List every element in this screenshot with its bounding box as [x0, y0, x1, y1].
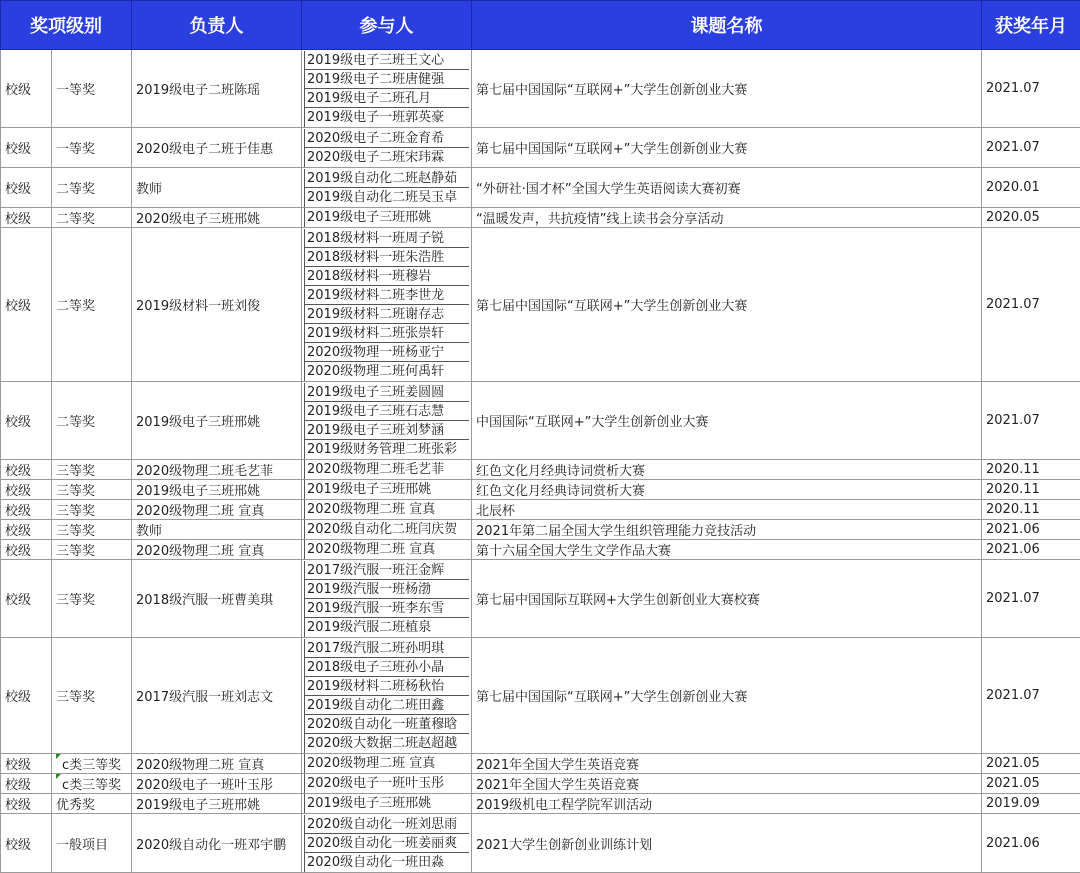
cell-award-text: 二等奖	[56, 415, 95, 430]
participant-name: 2019级电子三班石志慧	[304, 402, 469, 421]
cell-award	[52, 638, 132, 754]
cell-award-text: 三等奖	[56, 690, 95, 705]
cell-award	[52, 500, 132, 520]
cell-date: 2020.05	[982, 208, 1080, 228]
table-row	[1, 228, 1080, 382]
cell-date: 2020.11	[982, 480, 1080, 500]
participant-name: 2019级电子三班邢姚	[304, 480, 469, 499]
participant-name: 2020级电子一班叶玉彤	[304, 774, 469, 793]
participant-name: 2020级自动化一班董穆晗	[304, 715, 469, 734]
cell-award	[52, 228, 132, 382]
cell-date: 2021.05	[982, 754, 1080, 774]
cell-participants	[302, 168, 472, 208]
cell-award	[52, 168, 132, 208]
cell-leader: 2019级电子二班陈瑶	[132, 50, 302, 128]
participant-name: 2019级汽服一班杨渤	[304, 580, 469, 599]
cell-award-text: c类三等奖	[62, 758, 121, 773]
cell-award	[52, 560, 132, 638]
cell-award-text: 二等奖	[56, 182, 95, 197]
table-row	[1, 774, 1080, 794]
participant-name: 2020级电子二班金育希	[304, 129, 469, 148]
participant-name: 2019级电子三班刘梦涵	[304, 421, 469, 440]
cell-level: 校级	[1, 540, 52, 560]
table-row	[1, 814, 1080, 873]
header-date: 获奖年月	[982, 1, 1080, 50]
cell-leader: 2019级电子三班邢姚	[132, 382, 302, 460]
cell-participants	[302, 500, 472, 520]
cell-date: 2021.07	[982, 560, 1080, 638]
cell-award-text: 三等奖	[56, 544, 95, 559]
cell-leader: 2019级材料一班刘俊	[132, 228, 302, 382]
participant-name: 2019级材料二班李世龙	[304, 286, 469, 305]
table-row	[1, 168, 1080, 208]
cell-participants	[302, 208, 472, 228]
participant-name: 2019级材料二班谢存志	[304, 305, 469, 324]
cell-leader: 教师	[132, 520, 302, 540]
participant-name: 2019级材料二班杨秋怡	[304, 677, 469, 696]
participant-name: 2020级自动化二班闫庆贺	[304, 520, 469, 539]
cell-award-text: 三等奖	[56, 484, 95, 499]
cell-date: 2020.01	[982, 168, 1080, 208]
cell-award	[52, 774, 132, 794]
cell-leader: 2018级汽服一班曹美琪	[132, 560, 302, 638]
participant-name: 2020级物理一班杨亚宁	[304, 343, 469, 362]
table-body	[1, 50, 1080, 873]
cell-leader: 2020级物理二班 宣真	[132, 754, 302, 774]
cell-leader: 2020级电子三班邢姚	[132, 208, 302, 228]
cell-leader: 2020级物理二班毛艺菲	[132, 460, 302, 480]
cell-date: 2021.05	[982, 774, 1080, 794]
cell-participants	[302, 638, 472, 754]
cell-award-text: 二等奖	[56, 299, 95, 314]
cell-level: 校级	[1, 638, 52, 754]
participant-name: 2018级材料一班周子锐	[304, 229, 469, 248]
cell-award	[52, 50, 132, 128]
header-topic: 课题名称	[472, 1, 982, 50]
table-row	[1, 638, 1080, 754]
table-row	[1, 128, 1080, 168]
participant-name: 2019级电子二班孔月	[304, 89, 469, 108]
cell-topic: 红色文化月经典诗词赏析大赛	[472, 480, 982, 500]
cell-participants	[302, 794, 472, 814]
cell-level: 校级	[1, 794, 52, 814]
cell-award	[52, 520, 132, 540]
cell-flag-marker	[56, 774, 61, 779]
participant-name: 2020级自动化一班田淼	[304, 853, 469, 872]
cell-topic: 2019级机电工程学院军训活动	[472, 794, 982, 814]
cell-leader: 教师	[132, 168, 302, 208]
cell-award	[52, 460, 132, 480]
cell-topic: 第七届中国国际互联网+大学生创新创业大赛校赛	[472, 560, 982, 638]
participant-name: 2018级电子三班孙小晶	[304, 658, 469, 677]
cell-level: 校级	[1, 168, 52, 208]
cell-leader: 2020级电子二班于佳惠	[132, 128, 302, 168]
cell-leader: 2017级汽服一班刘志文	[132, 638, 302, 754]
cell-participants	[302, 774, 472, 794]
cell-date: 2021.06	[982, 814, 1080, 873]
cell-level: 校级	[1, 128, 52, 168]
cell-topic: 第七届中国国际“互联网+”大学生创新创业大赛	[472, 228, 982, 382]
cell-leader: 2020级电子一班叶玉彤	[132, 774, 302, 794]
participant-name: 2020级自动化一班姜丽爽	[304, 834, 469, 853]
cell-topic: 第七届中国国际“互联网+”大学生创新创业大赛	[472, 128, 982, 168]
table-row	[1, 460, 1080, 480]
cell-participants	[302, 480, 472, 500]
cell-level: 校级	[1, 814, 52, 873]
cell-date: 2021.07	[982, 638, 1080, 754]
cell-date: 2021.07	[982, 382, 1080, 460]
cell-award	[52, 754, 132, 774]
participant-name: 2020级自动化一班刘思雨	[304, 815, 469, 834]
cell-leader: 2020级自动化一班邓宇鹏	[132, 814, 302, 873]
participant-name: 2020级物理二班 宣真	[304, 754, 469, 773]
cell-level: 校级	[1, 774, 52, 794]
table-row	[1, 540, 1080, 560]
participant-name: 2019级自动化二班吴玉卓	[304, 188, 469, 207]
participant-name: 2020级物理二班毛艺菲	[304, 460, 469, 479]
participant-name: 2019级电子三班邢姚	[304, 794, 469, 813]
cell-leader: 2019级电子三班邢姚	[132, 794, 302, 814]
cell-participants	[302, 382, 472, 460]
participant-name: 2018级材料一班穆岩	[304, 267, 469, 286]
cell-topic: 中国国际“互联网+”大学生创新创业大赛	[472, 382, 982, 460]
table-row	[1, 560, 1080, 638]
cell-date: 2021.07	[982, 128, 1080, 168]
cell-award	[52, 480, 132, 500]
cell-award	[52, 794, 132, 814]
table-row	[1, 382, 1080, 460]
cell-award	[52, 208, 132, 228]
cell-date: 2021.06	[982, 540, 1080, 560]
cell-leader: 2020级物理二班 宣真	[132, 500, 302, 520]
cell-level: 校级	[1, 460, 52, 480]
cell-topic: 红色文化月经典诗词赏析大赛	[472, 460, 982, 480]
cell-topic: 2021年全国大学生英语竞赛	[472, 774, 982, 794]
cell-leader: 2019级电子三班邢姚	[132, 480, 302, 500]
cell-participants	[302, 50, 472, 128]
cell-award-text: 三等奖	[56, 504, 95, 519]
cell-level: 校级	[1, 382, 52, 460]
table-row	[1, 754, 1080, 774]
cell-topic: 第十六届全国大学生文学作品大赛	[472, 540, 982, 560]
table-row	[1, 480, 1080, 500]
participant-name: 2019级财务管理二班张彩	[304, 440, 469, 459]
participant-name: 2020级电子二班宋玮霖	[304, 148, 469, 167]
cell-award-text: 三等奖	[56, 464, 95, 479]
cell-date: 2021.07	[982, 228, 1080, 382]
participant-name: 2019级汽服一班李东雪	[304, 599, 469, 618]
cell-date: 2020.11	[982, 460, 1080, 480]
cell-flag-marker	[56, 754, 61, 759]
participant-name: 2019级电子一班郭英豪	[304, 108, 469, 127]
cell-award-text: 一般项目	[56, 838, 108, 853]
cell-topic: 第七届中国国际“互联网+”大学生创新创业大赛	[472, 638, 982, 754]
participant-name: 2017级汽服一班汪金辉	[304, 561, 469, 580]
participant-name: 2020级物理二班 宣真	[304, 500, 469, 519]
participant-name: 2019级材料二班张崇轩	[304, 324, 469, 343]
cell-award-text: 二等奖	[56, 212, 95, 227]
cell-award-text: 三等奖	[56, 524, 95, 539]
cell-participants	[302, 128, 472, 168]
participant-name: 2019级电子三班姜圆圆	[304, 383, 469, 402]
participant-name: 2019级电子二班唐健强	[304, 70, 469, 89]
header-leader: 负责人	[132, 1, 302, 50]
header-row	[1, 1, 1080, 50]
cell-participants	[302, 540, 472, 560]
cell-award-text: c类三等奖	[62, 778, 121, 793]
cell-award-text: 一等奖	[56, 142, 95, 157]
table-row	[1, 794, 1080, 814]
participant-name: 2019级电子三班邢姚	[304, 208, 469, 227]
cell-topic: 第七届中国国际“互联网+”大学生创新创业大赛	[472, 50, 982, 128]
cell-level: 校级	[1, 50, 52, 128]
cell-leader: 2020级物理二班 宣真	[132, 540, 302, 560]
cell-award-text: 三等奖	[56, 593, 95, 608]
cell-topic: “温暖发声，共抗疫情”线上读书会分享活动	[472, 208, 982, 228]
cell-award-text: 优秀奖	[56, 798, 95, 813]
table-row	[1, 50, 1080, 128]
cell-date: 2021.07	[982, 50, 1080, 128]
participant-name: 2019级汽服二班植泉	[304, 618, 469, 637]
table-row	[1, 500, 1080, 520]
participant-name: 2017级汽服二班孙明琪	[304, 639, 469, 658]
cell-award	[52, 540, 132, 560]
cell-date: 2021.06	[982, 520, 1080, 540]
cell-level: 校级	[1, 228, 52, 382]
cell-level: 校级	[1, 500, 52, 520]
cell-award-text: 一等奖	[56, 83, 95, 98]
cell-topic: 2021年全国大学生英语竞赛	[472, 754, 982, 774]
cell-award	[52, 382, 132, 460]
cell-level: 校级	[1, 520, 52, 540]
cell-level: 校级	[1, 560, 52, 638]
table-row	[1, 520, 1080, 540]
participant-name: 2020级物理二班何禹轩	[304, 362, 469, 381]
table-row	[1, 208, 1080, 228]
cell-topic: 2021大学生创新创业训练计划	[472, 814, 982, 873]
cell-level: 校级	[1, 754, 52, 774]
cell-award	[52, 814, 132, 873]
cell-participants	[302, 460, 472, 480]
cell-date: 2019.09	[982, 794, 1080, 814]
cell-topic: “外研社·国才杯”全国大学生英语阅读大赛初赛	[472, 168, 982, 208]
cell-date: 2020.11	[982, 500, 1080, 520]
header-participants: 参与人	[302, 1, 472, 50]
cell-participants	[302, 814, 472, 873]
cell-award	[52, 128, 132, 168]
cell-level: 校级	[1, 480, 52, 500]
participant-name: 2020级物理二班 宣真	[304, 540, 469, 559]
participant-name: 2020级大数据二班赵超越	[304, 734, 469, 753]
header-award-level: 奖项级别	[1, 1, 132, 50]
participant-name: 2019级电子三班王文心	[304, 51, 469, 70]
participant-name: 2018级材料一班朱浩胜	[304, 248, 469, 267]
cell-participants	[302, 520, 472, 540]
cell-topic: 北辰杯	[472, 500, 982, 520]
cell-level: 校级	[1, 208, 52, 228]
participant-name: 2019级自动化二班赵静茹	[304, 169, 469, 188]
participant-name: 2019级自动化二班田鑫	[304, 696, 469, 715]
cell-participants	[302, 560, 472, 638]
cell-participants	[302, 228, 472, 382]
cell-participants	[302, 754, 472, 774]
cell-topic: 2021年第二届全国大学生组织管理能力竞技活动	[472, 520, 982, 540]
